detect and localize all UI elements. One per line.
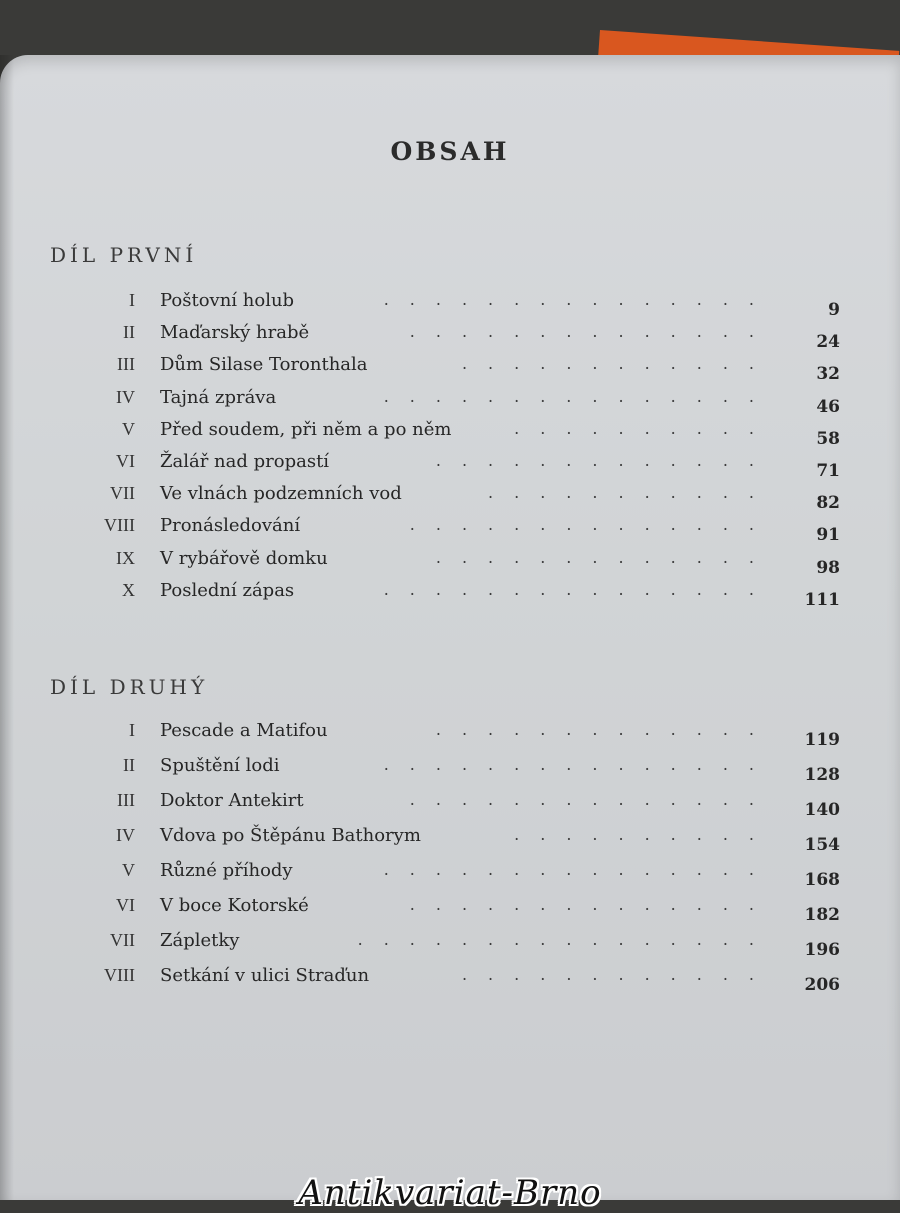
chapter-title: Maďarský hrabě (160, 322, 310, 344)
chapter-number: IX (116, 547, 135, 568)
watermark-text: Antikvariat-Brno (298, 1173, 602, 1213)
chapter-title: V rybářově domku (160, 547, 328, 569)
leader-dots: .............. (409, 895, 775, 914)
leader-dots: ........... (488, 483, 775, 503)
page-number: 111 (804, 589, 840, 610)
chapter-number: VII (110, 930, 135, 950)
page-number: 119 (804, 730, 840, 750)
toc-entry (0, 580, 900, 610)
page-number: 128 (804, 765, 840, 785)
chapter-number: V (122, 418, 135, 439)
page-number: 140 (804, 800, 840, 820)
page-title: OBSAH (390, 137, 510, 166)
page-number: 58 (816, 428, 840, 449)
leader-dots: ............. (435, 720, 775, 739)
chapter-title: Doktor Antekirt (160, 790, 304, 811)
leader-dots: ............. (435, 547, 775, 567)
chapter-title: Poštovní holub (160, 290, 295, 311)
chapter-number: IV (116, 386, 135, 407)
chapter-number: VII (110, 483, 135, 504)
toc-entry (0, 720, 900, 750)
toc-entry (0, 790, 900, 820)
chapter-title: Různé příhody (160, 860, 293, 881)
toc-entry (0, 548, 900, 578)
leader-dots: .............. (409, 790, 775, 809)
chapter-number: II (123, 755, 135, 775)
page-number: 24 (816, 332, 840, 353)
leader-dots: .......... (514, 825, 775, 844)
chapter-title: Zápletky (160, 930, 240, 951)
chapter-number: III (117, 790, 135, 810)
leader-dots: ............... (383, 290, 775, 309)
chapter-title: Tajná zpráva (160, 386, 277, 408)
chapter-number: VIII (104, 515, 135, 536)
chapter-title: V boce Kotorské (160, 895, 309, 916)
page-number: 82 (816, 493, 840, 514)
chapter-number: VI (116, 451, 135, 471)
toc-entry (0, 825, 900, 855)
chapter-number: VIII (104, 965, 135, 985)
chapter-number: V (122, 860, 135, 880)
leader-dots: ................ (357, 930, 775, 949)
page-number: 206 (804, 975, 840, 995)
toc-entry (0, 965, 900, 995)
page-number: 71 (816, 461, 840, 481)
toc-entry (0, 387, 900, 417)
part-heading-2: DÍL DRUHÝ (50, 675, 209, 699)
toc-entry (0, 515, 900, 545)
chapter-number: IV (116, 825, 135, 845)
toc-entry (0, 860, 900, 890)
chapter-number: X (122, 579, 135, 600)
leader-dots: .......... (514, 418, 775, 438)
page-number: 182 (804, 905, 840, 925)
toc-entry (0, 322, 900, 352)
chapter-title: Pescade a Matifou (160, 720, 328, 741)
page-number: 98 (816, 557, 840, 578)
leader-dots: ............... (383, 386, 775, 406)
leader-dots: ............... (383, 860, 775, 879)
chapter-title: Vdova po Štěpánu Bathorym (160, 825, 421, 846)
part-heading-1: DÍL PRVNÍ (50, 243, 198, 267)
toc-entry (0, 419, 900, 449)
page-number: 196 (804, 940, 840, 960)
toc-entry (0, 451, 900, 481)
chapter-title: Poslední zápas (160, 579, 295, 601)
chapter-number: III (117, 354, 135, 375)
toc-entry (0, 930, 900, 960)
chapter-title: Ve vlnách podzemních vod (160, 483, 402, 505)
chapter-title: Dům Silase Toronthala (160, 354, 368, 376)
page-number: 91 (816, 525, 840, 546)
toc-entry (0, 354, 900, 384)
page-number: 32 (816, 364, 840, 385)
book-page (0, 55, 900, 1213)
leader-dots: ............ (461, 354, 775, 374)
chapter-number: I (129, 290, 135, 310)
toc-entry (0, 895, 900, 925)
leader-dots: .............. (409, 322, 775, 342)
leader-dots: ............... (383, 755, 775, 774)
chapter-title: Setkání v ulici Straďun (160, 965, 370, 986)
toc-entry (0, 755, 900, 785)
page-number: 9 (828, 300, 840, 320)
chapter-title: Spuštění lodi (160, 755, 280, 776)
page-number: 168 (804, 870, 840, 890)
chapter-number: VI (116, 895, 135, 915)
page-number: 154 (804, 835, 840, 855)
chapter-title: Žalář nad propastí (160, 451, 330, 472)
leader-dots: .............. (409, 515, 775, 535)
leader-dots: ............... (383, 579, 775, 599)
leader-dots: ............ (461, 965, 775, 984)
chapter-number: I (129, 720, 135, 740)
chapter-title: Před soudem, při něm a po něm (160, 418, 452, 440)
page-number: 46 (816, 396, 840, 417)
toc-entry (0, 290, 900, 320)
leader-dots: ............. (435, 451, 775, 470)
chapter-title: Pronásledování (160, 515, 301, 537)
toc-entry (0, 483, 900, 513)
chapter-number: II (123, 322, 135, 343)
